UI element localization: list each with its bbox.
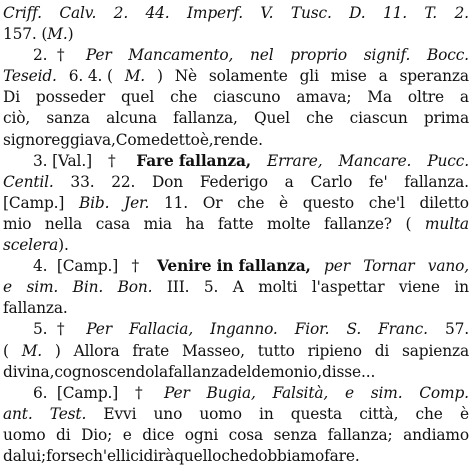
text-segment: del [227, 362, 252, 381]
italic-text: signif. [363, 46, 411, 65]
italic-text: Comp. [419, 383, 469, 402]
text-line [3, 425, 469, 446]
text-line [3, 319, 469, 340]
italic-text: Pucc. [427, 151, 469, 170]
text-segment: III. [166, 278, 190, 297]
text-segment: mio [3, 214, 32, 233]
text-line [3, 66, 469, 87]
text-segment: Carlo [310, 172, 353, 191]
text-segment: 4. [Camp.] [33, 257, 119, 276]
italic-text: V. [260, 4, 274, 22]
text-segment: Nè [174, 67, 197, 86]
italic-text: Centil. [3, 172, 54, 191]
text-segment: la [154, 362, 169, 381]
italic-text: Mancare. [338, 151, 412, 170]
text-segment: [Camp.] [3, 193, 65, 212]
text-segment: l'aspettar [311, 278, 385, 297]
text-segment: casa [95, 214, 131, 233]
text-segment: dice [142, 425, 175, 444]
italic-text: Criff. [3, 4, 42, 22]
text-segment: fare. [324, 446, 360, 465]
text-segment: quello [174, 446, 222, 465]
text-segment: rende. [213, 130, 263, 149]
text-segment: questa [290, 404, 343, 423]
text-segment: questo [302, 193, 355, 212]
text-line [3, 108, 469, 129]
text-segment: è [279, 193, 288, 212]
text-line [3, 45, 469, 66]
text-segment: sapienza [402, 341, 469, 360]
text-segment: oltre [407, 88, 444, 107]
text-segment: e [122, 425, 132, 444]
text-segment: posseder [35, 88, 106, 107]
italic-text: Tusc. [290, 4, 332, 22]
text-segment: † [131, 257, 144, 276]
text-line [3, 404, 469, 425]
italic-text: M. [21, 341, 43, 360]
text-segment: 5. † [33, 320, 70, 339]
text-segment: Federigo [199, 172, 268, 191]
text-segment: viene [398, 278, 440, 297]
text-segment: 33. [70, 172, 95, 191]
text-line [3, 256, 469, 277]
text-segment: detto [159, 130, 200, 149]
text-line [3, 362, 469, 383]
text-segment: fallanza. [3, 299, 68, 318]
text-segment: quel [120, 88, 155, 107]
italic-text: per [324, 257, 350, 276]
italic-text: 11. [382, 4, 407, 22]
text-segment: Don [151, 172, 184, 191]
italic-text: Teseid. [3, 67, 57, 86]
text-segment: che [306, 109, 334, 128]
italic-text: Imperf. [186, 4, 243, 22]
text-segment: molte [267, 214, 311, 233]
text-segment: alcuna [106, 109, 157, 128]
italic-text: ant. [3, 404, 33, 423]
italic-text: T. [424, 4, 438, 22]
text-segment: ) [156, 67, 163, 86]
text-segment: fallanza; [327, 425, 393, 444]
text-segment: che [221, 446, 249, 465]
text-segment: 11. [164, 193, 189, 212]
text-line [3, 277, 469, 298]
text-segment: lui; [21, 446, 47, 465]
text-segment: sanza [46, 109, 90, 128]
text-segment: cognoscendo [54, 362, 155, 381]
text-line [3, 3, 469, 24]
text-segment: ) [54, 341, 61, 360]
text-segment: nella [44, 214, 83, 233]
text-segment: Allora [73, 341, 120, 360]
italic-text: Per [86, 320, 112, 339]
italic-text: Mancamento, [128, 46, 234, 65]
text-segment: senza [273, 425, 318, 444]
text-segment: città, [359, 404, 399, 423]
italic-text: 2. [113, 4, 129, 22]
text-segment: ripieno [307, 341, 362, 360]
text-segment: 157. ( [3, 25, 48, 44]
text-segment: a [378, 67, 388, 86]
text-segment: di [374, 341, 390, 360]
text-line [3, 193, 469, 214]
text-segment: A [232, 278, 244, 297]
text-segment: che [237, 193, 265, 212]
italic-text: Per [85, 46, 112, 65]
text-segment: di [56, 425, 71, 444]
text-segment: demonio, [251, 362, 323, 381]
italic-text: scelera [3, 236, 59, 255]
italic-text: Tornar [363, 257, 415, 276]
text-segment: è [459, 404, 469, 423]
text-line [3, 298, 469, 319]
text-segment: ch'elli [84, 446, 131, 465]
text-segment: Masseo, [181, 341, 245, 360]
text-segment: in [259, 404, 274, 423]
text-segment: ). [58, 236, 69, 255]
italic-text: sim. [370, 383, 403, 402]
text-segment: molti [258, 278, 298, 297]
italic-text: Franc. [378, 320, 428, 339]
italic-text: Falsità, [272, 383, 329, 402]
italic-text: S. [346, 320, 362, 339]
headword-phrase: Venire in fallanza, [157, 257, 311, 276]
italic-text: Bin. [72, 278, 104, 297]
text-segment: ha [185, 214, 205, 233]
text-segment: ciascuno [213, 88, 281, 107]
text-segment: ( [3, 341, 9, 360]
text-segment: Or [202, 193, 223, 212]
italic-text: Fallacia, [128, 320, 194, 339]
text-segment: uomo [199, 404, 242, 423]
text-segment: dobbiamo [248, 446, 325, 465]
italic-text: M. [124, 67, 146, 86]
text-segment: tutto [257, 341, 295, 360]
text-segment: amava; [296, 88, 352, 107]
text-segment: fatte [217, 214, 254, 233]
text-segment: andiamo [403, 425, 469, 444]
text-segment: 6. [Camp.] [33, 383, 119, 402]
text-segment: diletto [419, 193, 469, 212]
text-segment: mise [330, 67, 367, 86]
italic-text: 44. [145, 4, 170, 22]
text-segment: Di [3, 88, 20, 107]
text-line [3, 446, 469, 467]
text-segment: mia [143, 214, 172, 233]
dictionary-page [3, 3, 469, 467]
text-segment: forse [46, 446, 85, 465]
italic-text: sim. [26, 278, 59, 297]
text-segment: † [107, 151, 121, 170]
text-segment: uomo [3, 425, 46, 444]
italic-text: Test. [49, 404, 87, 423]
text-segment: 2. † [33, 46, 70, 65]
text-segment: fallanza. [404, 172, 469, 191]
italic-text: Per [164, 383, 190, 402]
text-line [3, 235, 469, 256]
text-segment: ci [130, 446, 144, 465]
text-segment: solamente [208, 67, 288, 86]
text-segment: divina, [3, 362, 55, 381]
italic-text: D. [349, 4, 366, 22]
text-line [3, 24, 469, 45]
text-line [3, 383, 469, 404]
italic-text: Calv. [59, 4, 97, 22]
text-segment: Ma [367, 88, 392, 107]
text-line [3, 151, 469, 172]
text-segment: Quel [253, 109, 290, 128]
italic-text: M. [47, 25, 68, 44]
italic-text: Fior. [294, 320, 330, 339]
text-segment: a [284, 172, 294, 191]
text-segment: Come [115, 130, 160, 149]
headword-phrase: Fare fallanza, [136, 151, 252, 170]
text-segment: fallanza, [173, 109, 238, 128]
text-segment: fe' [368, 172, 388, 191]
italic-text: 2. [454, 4, 469, 22]
italic-text: e [344, 383, 354, 402]
text-line [3, 130, 469, 151]
italic-text: Jer. [124, 193, 150, 212]
text-segment: è, [199, 130, 214, 149]
text-segment: in [454, 278, 469, 297]
text-segment: che'l [368, 193, 405, 212]
text-segment: 5. [203, 278, 219, 297]
text-line [3, 214, 469, 235]
italic-text: proprio [290, 46, 348, 65]
text-line [3, 87, 469, 108]
text-segment: Evvi [103, 404, 137, 423]
text-segment: gli [299, 67, 319, 86]
text-segment: speranza [399, 67, 469, 86]
text-line [3, 172, 469, 193]
italic-text: Bugia, [206, 383, 256, 402]
italic-text: vano, [427, 257, 469, 276]
text-segment: signoreggiava, [3, 130, 116, 149]
text-segment: ciò, [3, 109, 31, 128]
text-segment: 57. [444, 320, 469, 339]
text-segment: ( [405, 214, 412, 233]
italic-text: nel [249, 46, 274, 65]
text-segment: ogni [184, 425, 219, 444]
italic-text: Bib. [78, 193, 110, 212]
text-segment: † [134, 383, 148, 402]
text-segment: da [3, 446, 22, 465]
italic-text: Inganno. [210, 320, 278, 339]
text-segment: fallanza [168, 362, 228, 381]
text-segment: frate [132, 341, 170, 360]
text-line [3, 341, 469, 362]
italic-text: multa [424, 214, 469, 233]
italic-text: e [3, 278, 12, 297]
text-segment: ciascun [349, 109, 408, 128]
text-segment: 3. [Val.] [33, 151, 92, 170]
text-segment: uno [153, 404, 183, 423]
text-segment: a [459, 88, 469, 107]
text-segment: disse... [322, 362, 376, 381]
italic-text: Bon. [117, 278, 153, 297]
text-segment: che [415, 404, 443, 423]
text-segment: Dio; [81, 425, 113, 444]
text-segment: dirà [143, 446, 175, 465]
text-segment: 22. [111, 172, 136, 191]
italic-text: Errare, [267, 151, 323, 170]
text-segment: che [170, 88, 198, 107]
text-segment: 6. 4. ( [68, 67, 113, 86]
italic-text: Bocc. [426, 46, 469, 65]
text-segment: prima [423, 109, 469, 128]
text-segment: cosa [228, 425, 264, 444]
text-segment: fallanze? [323, 214, 392, 233]
text-segment: ) [67, 25, 74, 44]
